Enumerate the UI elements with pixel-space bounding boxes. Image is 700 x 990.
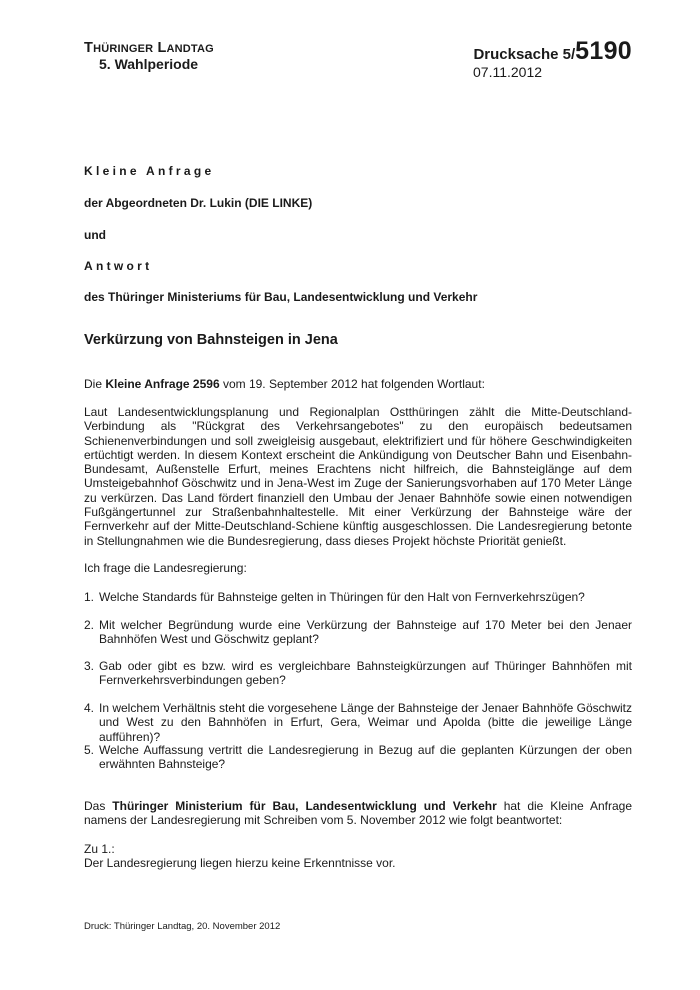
lead-sentence bbox=[84, 377, 632, 391]
kleine-anfrage-heading: Kleine Anfrage bbox=[84, 164, 215, 178]
answer-intro-before: Das bbox=[84, 799, 113, 813]
parliament-name-rest-2: ANDTAG bbox=[166, 43, 214, 55]
page-title: Verkürzung von Bahnsteigen in Jena bbox=[84, 332, 338, 348]
question-item-1 bbox=[84, 590, 632, 604]
question-number: 1. bbox=[84, 590, 95, 604]
question-text: Gab oder gibt es bzw. wird es vergleichbare Bahnsteigkürzungen auf Thüringer Bahnhöfen mit Fernverkehrsverbindungen geben? bbox=[99, 659, 632, 688]
question-item-2 bbox=[84, 618, 632, 647]
document-date: 07.11.2012 bbox=[473, 64, 543, 80]
lead-after: vom 19. September 2012 hat folgenden Wortlaut: bbox=[219, 377, 485, 391]
question-item-3 bbox=[84, 659, 632, 688]
und-line: und bbox=[84, 228, 106, 242]
question-item-5 bbox=[84, 743, 632, 772]
ask-intro: Ich frage die Landesregierung: bbox=[84, 561, 247, 575]
question-number: 4. bbox=[84, 701, 95, 715]
answer-intro-bold: Thüringer Ministerium für Bau, Landesentwicklung und Verkehr bbox=[112, 799, 497, 813]
member-line: der Abgeordneten Dr. Lukin (DIE LINKE) bbox=[84, 196, 313, 210]
lead-before: Die bbox=[84, 377, 106, 391]
electoral-period: 5. Wahlperiode bbox=[99, 56, 199, 72]
answer-1-text: Der Landesregierung liegen hierzu keine Erkenntnisse vor. bbox=[84, 856, 396, 870]
parliament-name bbox=[84, 39, 214, 57]
print-footer: Druck: Thüringer Landtag, 20. November 2012 bbox=[84, 921, 281, 932]
answer-1-heading: Zu 1.: bbox=[84, 842, 115, 856]
ministry-line: des Thüringer Ministeriums für Bau, Landesentwicklung und Verkehr bbox=[84, 290, 478, 304]
question-text: Mit welcher Begründung wurde eine Verkürzung der Bahnsteige auf 170 Meter bei den Jenaer Bahnhöfen West und Göschwitz geplant? bbox=[99, 618, 632, 647]
question-number: 5. bbox=[84, 743, 95, 757]
document-number-label: Drucksache 5/ bbox=[473, 46, 576, 63]
question-number: 2. bbox=[84, 618, 95, 632]
answer-intro-after: hat die Kleine Anfrage namens der Landesregierung mit Schreiben vom 5. November 2012 wie folgt beantwortet: bbox=[84, 799, 632, 828]
antwort-heading: Antwort bbox=[84, 259, 153, 273]
parliament-name-initial-1: T bbox=[84, 40, 94, 56]
lead-bold: Kleine Anfrage 2596 bbox=[105, 377, 220, 391]
question-text: In welchem Verhältnis steht die vorgesehene Länge der Bahnsteige der Jenaer Bahnhöfe Göschwitz und West zu den Bahnhöfen in Erfurt, Gera, Weimar und Apolda (bitte die jeweilige Länge aufführen)? bbox=[99, 701, 633, 744]
question-number: 3. bbox=[84, 659, 95, 673]
answer-intro bbox=[84, 799, 632, 828]
question-text: Welche Standards für Bahnsteige gelten in Thüringen für den Halt von Fernverkehrszügen? bbox=[99, 590, 585, 604]
question-body-paragraph: Laut Landesentwicklungsplanung und Regionalplan Ostthüringen zählt die Mitte-Deutschland-Verbindung als "Rückgrat des Verkehrsangebotes" zu den europäisch bedeutsamen Schienenverbindungen und soll zweigleisig ausgebaut, elektrifiziert und für höhere Geschwindigkeiten ertüchtigt werden. In diesem Kontext erscheint die Ankündigung von Deutscher Bahn und Eisenbahn-Bundesamt, Außenstelle Erfurt, meines Erachtens nicht hilfreich, die Bahnsteiglänge auf dem Umsteigebahnhof Göschwitz und in Jena-West im Zuge der Sanierungsvorhaben auf 170 Meter Länge zu verkürzen. Das Land fördert finanziell den Umbau der Jenaer Bahnhöfe sowie einen notwendigen Fußgängertunnel zur Straßenbahnhaltestelle. Mit einer Verkürzung der Bahnsteige wäre der Fernverkehr auf der Mitte-Deutschland-Schiene künftig ausgeschlossen. Die Landesregierung betonte in Stellungnahmen wie die Bundesregierung, dass dieses Projekt höchste Priorität genießt. bbox=[84, 405, 632, 548]
question-item-4 bbox=[84, 701, 632, 744]
parliament-name-rest-1: HÜRINGER bbox=[93, 43, 154, 55]
document-number-value: 5190 bbox=[575, 37, 632, 65]
question-text: Welche Auffassung vertritt die Landesregierung in Bezug auf die geplanten Kürzungen der oben erwähnten Bahnsteige? bbox=[99, 743, 632, 772]
parliament-name-initial-2: L bbox=[157, 40, 167, 56]
